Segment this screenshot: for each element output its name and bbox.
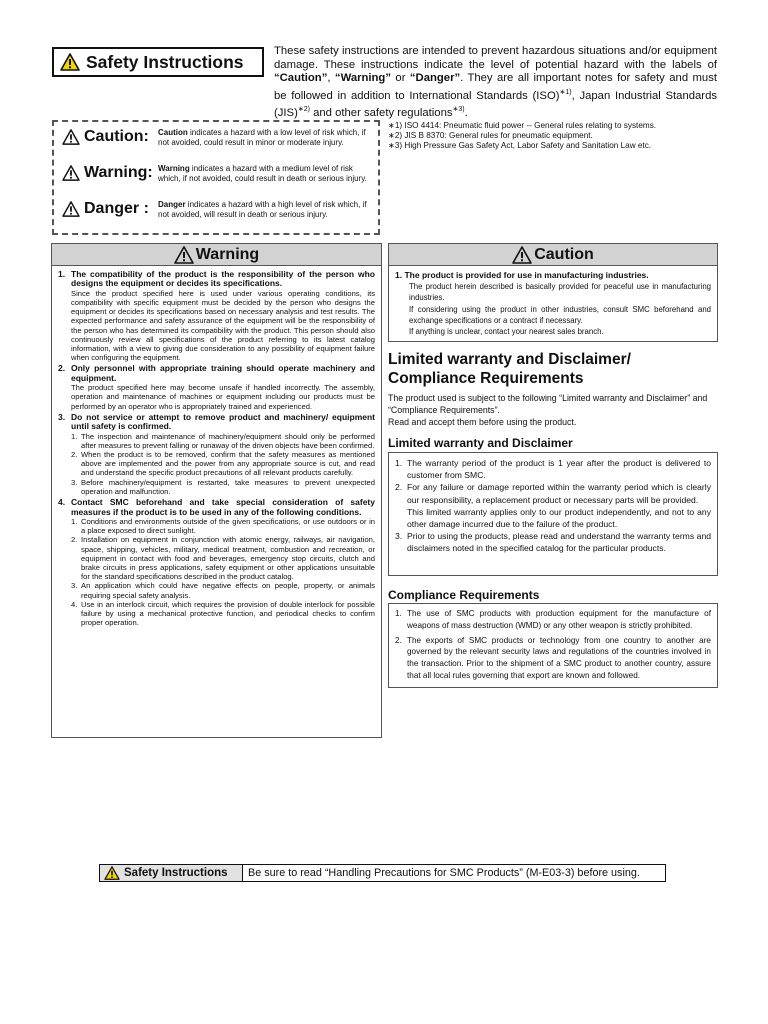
legend-description (158, 128, 368, 147)
legend-description (158, 164, 368, 183)
intro-caution-term: “Caution” (274, 72, 328, 85)
safety-instructions-title-box (52, 47, 264, 77)
intro-paragraph (274, 45, 717, 121)
hazard-level-legend (52, 120, 380, 235)
intro-text: These safety instructions are intended to prevent hazardous situations and/or equipment damage. These instructions indicate the level of potential hazard with the labels of (274, 45, 717, 71)
item-text-main: For any failure or damage reported within the warranty period which is clearly our responsibility, a replacement product or necessary parts will be provided. (407, 482, 711, 505)
footnotes (388, 121, 718, 152)
sub-text: An application which could have negative effects on people, property, or animals requiring special safety analysis. (81, 581, 375, 600)
footer-tag-text: Safety Instructions (124, 867, 228, 879)
sub-item (71, 600, 375, 628)
sub-text: Installation on equipment in conjunction with atomic energy, railways, air navigation, space, shipping, vehicles, military, medical treatment, combustion and recreation, or equipment in contact with food and beverages, emergency stop circuits, clutch and brake circuits in press applications, safety equipment or other applications unsuitable for the standard specifications described in the product catalog. (81, 535, 375, 582)
sub-text: When the product is to be removed, confirm that the safety measures as mentioned above are implemented and the power from any appropriate source is cut, and read and understand the specific product precautions of all relevant products carefully. (81, 450, 375, 478)
item-number: 3. (395, 531, 403, 542)
legend-label (62, 164, 158, 182)
legend-label-text: Caution: (84, 128, 149, 145)
caution-panel-title: Caution (534, 245, 594, 263)
intro-line: Read and accept them before using the product. (388, 417, 577, 427)
sub-number: 3. (71, 581, 78, 591)
warning-triangle-icon (512, 246, 532, 264)
footnote-ref: ∗2) (297, 106, 310, 114)
footnote: ∗1) ISO 4414: Pneumatic fluid power -- General rules relating to systems. (388, 121, 657, 130)
sub-item (71, 450, 375, 478)
warning-triangle-icon (104, 866, 120, 880)
sub-number: 4. (71, 599, 78, 609)
warning-panel-header (52, 244, 381, 266)
caution-panel-header (389, 244, 717, 266)
sub-number: 2. (71, 450, 78, 460)
legend-term: Caution (158, 128, 188, 137)
warning-triangle-icon (62, 129, 80, 145)
limited-warranty-intro (388, 392, 718, 428)
sub-item (71, 478, 375, 496)
legend-label (62, 200, 158, 218)
warning-triangle-icon (62, 201, 80, 217)
footnote: ∗3) High Pressure Gas Safety Act, Labor Safety and Sanitation Law etc. (388, 141, 652, 151)
footnote-ref: ∗3) (452, 106, 465, 114)
sub-text: Before machinery/equipment is restarted, take measures to prevent unexpected operation and malfunction. (81, 477, 375, 496)
heading-text: The product is provided for use in manufacturing industries. (404, 270, 649, 280)
item-text: The exports of SMC products or technology from one country to another are governed by the relevant security laws and regulations of the countries involved in the transaction. Prior to the shipment of a SMC product to another country, assure that all local rules governing that export are known and followed. (407, 635, 711, 680)
legend-row-warning (62, 164, 368, 183)
item-heading: Contact SMC beforehand and take special consideration of safety measures if the product is to be used in any of the following conditions. (71, 497, 375, 517)
footer-safety-tag (99, 864, 243, 882)
sub-text: Conditions and environments outside of the given specifications, or use outdoors or in a place exposed to direct sunlight. (81, 516, 375, 536)
intro-danger-term: “Danger” (409, 72, 461, 85)
item-number: 2. (395, 482, 403, 493)
sub-number: 1. (71, 516, 78, 526)
legend-term: Danger (158, 200, 186, 209)
legend-desc-text: indicates a hazard with a low level of risk which, if not avoided, could result in minor or moderate injury. (158, 128, 366, 147)
intro-text: and other safety regulations (309, 106, 453, 119)
item-number: 1. (58, 269, 66, 279)
disclaimer-item (395, 457, 711, 481)
intro-text: . (464, 106, 468, 119)
legend-desc-text: indicates a hazard with a medium level of risk which, if not avoided, could result in death or serious injury. (158, 164, 367, 183)
intro-text: , (327, 72, 335, 85)
compliance-title: Compliance Requirements (388, 588, 540, 602)
sub-number: 1. (71, 431, 78, 441)
item-heading: The compatibility of the product is the responsibility of the person who designs the equipment or decides its specifications. (71, 269, 375, 289)
intro-text: . They are all important notes for safety and must be followed in addition to International Standards (ISO) (274, 72, 718, 102)
legend-row-danger (62, 200, 368, 219)
disclaimer-item (395, 530, 711, 554)
limited-warranty-title (388, 350, 718, 388)
intro-line: The product used is subject to the following “Limited warranty and Disclaimer” and “Compliance Requirements”. (388, 393, 708, 415)
caution-panel (388, 243, 718, 342)
warning-triangle-icon (60, 53, 80, 71)
sub-text: Use in an interlock circuit, which requires the provision of double interlock for possible failure by using a mechanical protective function, and periodical checks to confirm proper operation. (81, 599, 375, 628)
item-text (407, 481, 711, 530)
compliance-item (395, 608, 711, 632)
sub-item (71, 432, 375, 450)
intro-text: or (390, 72, 410, 85)
warning-panel-body (52, 266, 381, 627)
legend-label-text: Warning: (84, 164, 153, 181)
item-number: 1. (395, 458, 403, 468)
sub-number: 2. (71, 535, 78, 545)
caution-panel-body (389, 266, 717, 341)
item-number: 4. (58, 497, 66, 508)
item-number: 2. (58, 363, 66, 374)
legend-label-text: Danger : (84, 200, 149, 217)
page-title: Safety Instructions (86, 51, 244, 72)
warning-item (58, 364, 375, 410)
item-content (71, 413, 375, 496)
caution-text: The product herein described is basically provided for peaceful use in manufacturing industries. (409, 282, 711, 303)
item-heading: Only personnel with appropriate training should operate machinery and equipment. (71, 363, 375, 383)
sub-item (71, 535, 375, 581)
compliance-box (388, 603, 718, 688)
compliance-item (395, 635, 711, 682)
caution-text: If considering using the product in other industries, consult SMC beforehand and exchange specifications or a contract if necessary. (409, 304, 711, 325)
item-text: The warranty period of the product is 1 year after the product is delivered to customer from SMC. (407, 458, 711, 481)
item-text-extra: This limited warranty applies only to our product independently, and not to any other damage incurred due to the failure of the product. (407, 506, 711, 530)
legend-term: Warning (158, 164, 190, 173)
warning-item (58, 413, 375, 496)
warning-panel (51, 243, 382, 738)
item-number: 1. (395, 609, 402, 618)
sub-item (71, 581, 375, 599)
warning-triangle-icon (174, 246, 194, 264)
legend-desc-text: indicates a hazard with a high level of risk which, if not avoided, will result in death or serious injury. (158, 200, 367, 219)
title-line: Limited warranty and Disclaimer/ (388, 351, 631, 368)
warning-item (58, 270, 375, 362)
legend-description (158, 200, 368, 219)
item-number: 3. (58, 411, 66, 422)
caution-item-heading (395, 270, 711, 281)
footer-note: Be sure to read “Handling Precautions for SMC Products” (M-E03-3) before using. (243, 864, 666, 882)
item-content (71, 270, 375, 362)
footnote: ∗2) JIS B 8370: General rules for pneumatic equipment. (388, 131, 593, 141)
item-heading: Do not service or attempt to remove product and machinery/ equipment until safety is confirmed. (71, 411, 375, 432)
item-text: Prior to using the products, please read and understand the warranty terms and disclaimers noted in the specified catalog for the particular products. (407, 531, 711, 554)
warning-triangle-icon (62, 165, 80, 181)
item-text: The use of SMC products with production equipment for the manufacture of weapons of mass destruction (WMD) or any other weapon is strictly prohibited. (407, 609, 711, 630)
warning-item (58, 498, 375, 627)
item-number: 2. (395, 635, 402, 645)
disclaimer-item (395, 481, 711, 530)
warning-panel-title: Warning (195, 245, 260, 263)
sub-number: 3. (71, 477, 78, 487)
disclaimer-box (388, 452, 718, 576)
legend-label (62, 128, 158, 146)
item-text: The product specified here may become unsafe if handled incorrectly. The assembly, operation and maintenance of machines or equipment including our products must be performed by an operator who is appropriately trained and experienced. (71, 383, 375, 411)
intro-text: , Japan Industrial Standards (JIS) (274, 89, 718, 119)
legend-row-caution (62, 128, 368, 147)
item-text: Since the product specified here is used under various operating conditions, its compatibility with specific equipment must be decided by the person who designs the equipment or decides its specifications based on necessary analysis and test results. The expected performance and safety assurance of the equipment will be the responsibility of the person who has determined its compatibility with the product. This person should also continuously review all specifications of the product referring to its latest catalog information, with a view to giving due consideration to any possibility of equipment failure when configuring the equipment. (71, 288, 375, 363)
item-number: 1. (395, 270, 403, 280)
title-line: Compliance Requirements (388, 370, 584, 387)
intro-warning-term: “Warning” (334, 72, 391, 85)
sub-text: The inspection and maintenance of machinery/equipment should only be performed after measures to prevent falling or runaway of the driven objects have been confirmed. (81, 431, 375, 450)
footnote-ref: ∗1) (559, 88, 572, 96)
disclaimer-title: Limited warranty and Disclaimer (388, 436, 573, 450)
caution-text: If anything is unclear, contact your nearest sales branch. (409, 327, 604, 337)
sub-item (71, 517, 375, 535)
item-content (71, 364, 375, 410)
item-content (71, 498, 375, 627)
